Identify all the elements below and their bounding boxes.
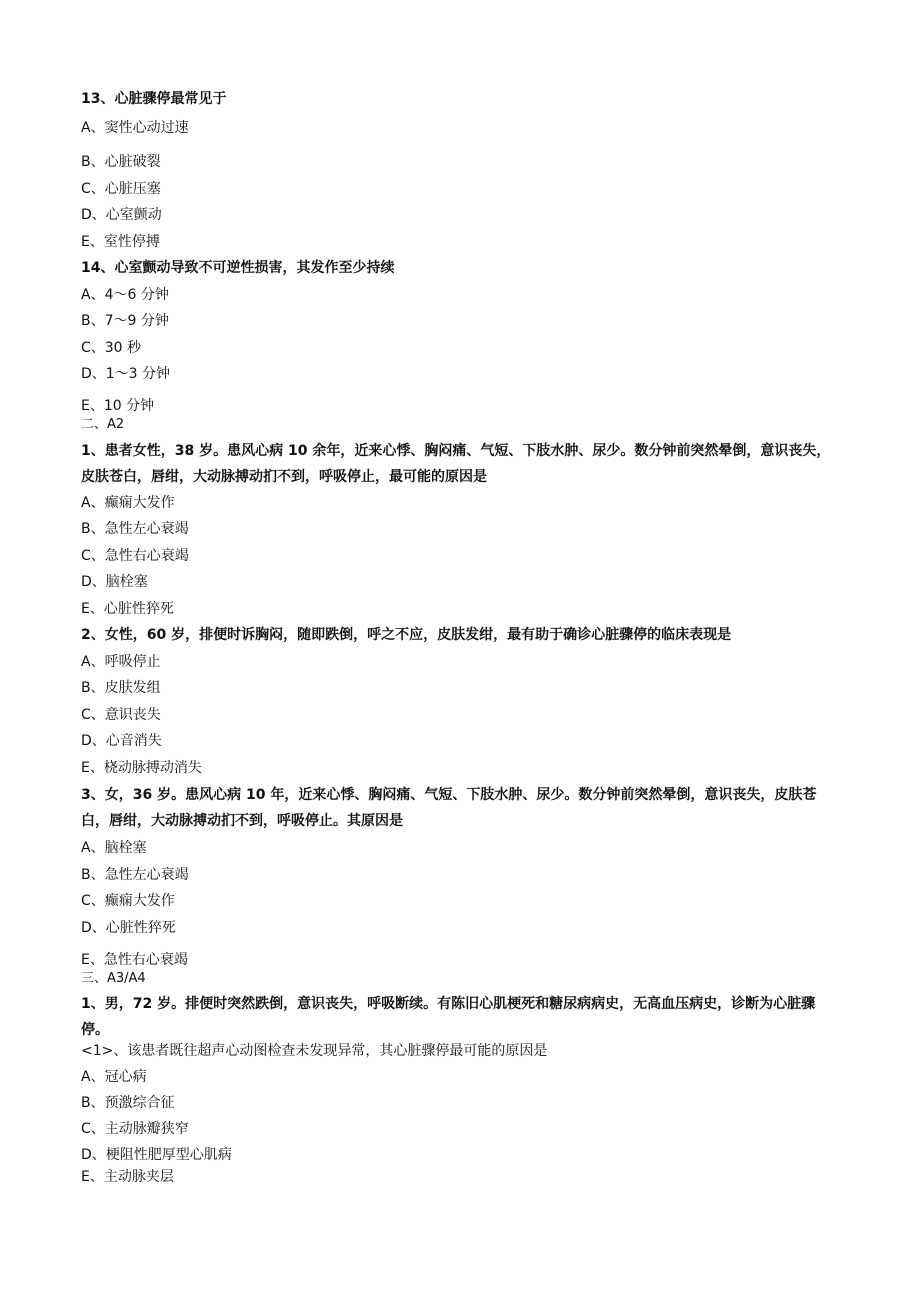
- question-14-option-e: E、10 分钟: [81, 398, 155, 414]
- a2-question-2-option-e: E、桡动脉搏动消失: [81, 760, 202, 776]
- question-14-option-b: B、7～9 分钟: [81, 313, 169, 329]
- a2-question-3-option-b: B、急性左心衰竭: [81, 867, 189, 883]
- question-14-option-d: D、1～3 分钟: [81, 366, 171, 382]
- a3a4-subquestion-1-option-a: A、冠心病: [81, 1069, 147, 1085]
- a2-question-1-option-a: A、癫痫大发作: [81, 495, 175, 511]
- a3a4-question-1-stem: 1、男，72 岁。排便时突然跌倒，意识丧失，呼吸断续。有陈旧心肌梗死和糖尿病病史，无高血压病史，诊断为心脏骤停。: [81, 996, 816, 1038]
- a2-question-1-option-d: D、脑栓塞: [81, 574, 148, 590]
- a2-question-1-option-b: B、急性左心衰竭: [81, 521, 189, 537]
- a2-question-2-option-d: D、心音消失: [81, 733, 162, 749]
- a2-question-2-stem: 2、女性，60 岁，排便时诉胸闷，随即跌倒，呼之不应，皮肤发绀，最有助于确诊心脏骤停的临床表现是: [81, 627, 732, 643]
- a2-question-2-option-a: A、呼吸停止: [81, 654, 161, 670]
- question-13-option-c: C、心脏压塞: [81, 181, 161, 197]
- a2-question-3-option-c: C、癫痫大发作: [81, 893, 175, 909]
- a2-question-3-stem: 3、女，36 岁。患风心病 10 年，近来心悸、胸闷痛、气短、下肢水肿、尿少。数分钟前突然晕倒，意识丧失，皮肤苍白，唇绀，大动脉搏动扪不到，呼吸停止。其原因是: [81, 787, 817, 829]
- question-14-stem: 14、心室颤动导致不可逆性损害，其发作至少持续: [81, 260, 395, 276]
- a2-question-1-option-c: C、急性右心衰竭: [81, 548, 189, 564]
- question-13-stem: 13、心脏骤停最常见于: [81, 91, 227, 107]
- section-heading-a2: 二、A2: [81, 417, 125, 432]
- a2-question-3-option-a: A、脑栓塞: [81, 840, 147, 856]
- a2-question-3-option-d: D、心脏性猝死: [81, 920, 176, 936]
- a2-question-2-option-b: B、皮肤发组: [81, 680, 161, 696]
- section-heading-a3a4: 三、A3/A4: [81, 971, 146, 986]
- a3a4-subquestion-1-option-d: D、梗阻性肥厚型心肌病: [81, 1147, 232, 1163]
- question-14-option-a: A、4～6 分钟: [81, 287, 169, 303]
- a3a4-subquestion-1-option-b: B、预激综合征: [81, 1095, 175, 1111]
- a3a4-subquestion-1-stem: <1>、该患者既往超声心动图检查未发现异常，其心脏骤停最可能的原因是: [81, 1043, 548, 1059]
- a2-question-3-option-e: E、急性右心衰竭: [81, 952, 188, 968]
- a2-question-1-stem: 1、患者女性，38 岁。患风心病 10 余年，近来心悸、胸闷痛、气短、下肢水肿、尿少。数分钟前突然晕倒，意识丧失，皮肤苍白，唇绀，大动脉搏动扪不到，呼吸停止，最可能的原因是: [81, 443, 831, 485]
- a2-question-1-option-e: E、心脏性猝死: [81, 601, 174, 617]
- question-13-option-d: D、心室颤动: [81, 207, 162, 223]
- question-13-option-b: B、心脏破裂: [81, 154, 161, 170]
- a2-question-2-option-c: C、意识丧失: [81, 707, 161, 723]
- question-13-option-e: E、室性停搏: [81, 234, 160, 250]
- question-13-option-a: A、窦性心动过速: [81, 120, 189, 136]
- question-14-option-c: C、30 秒: [81, 340, 142, 356]
- a3a4-subquestion-1-option-c: C、主动脉瓣狭窄: [81, 1121, 189, 1137]
- a3a4-subquestion-1-option-e: E、主动脉夹层: [81, 1169, 174, 1185]
